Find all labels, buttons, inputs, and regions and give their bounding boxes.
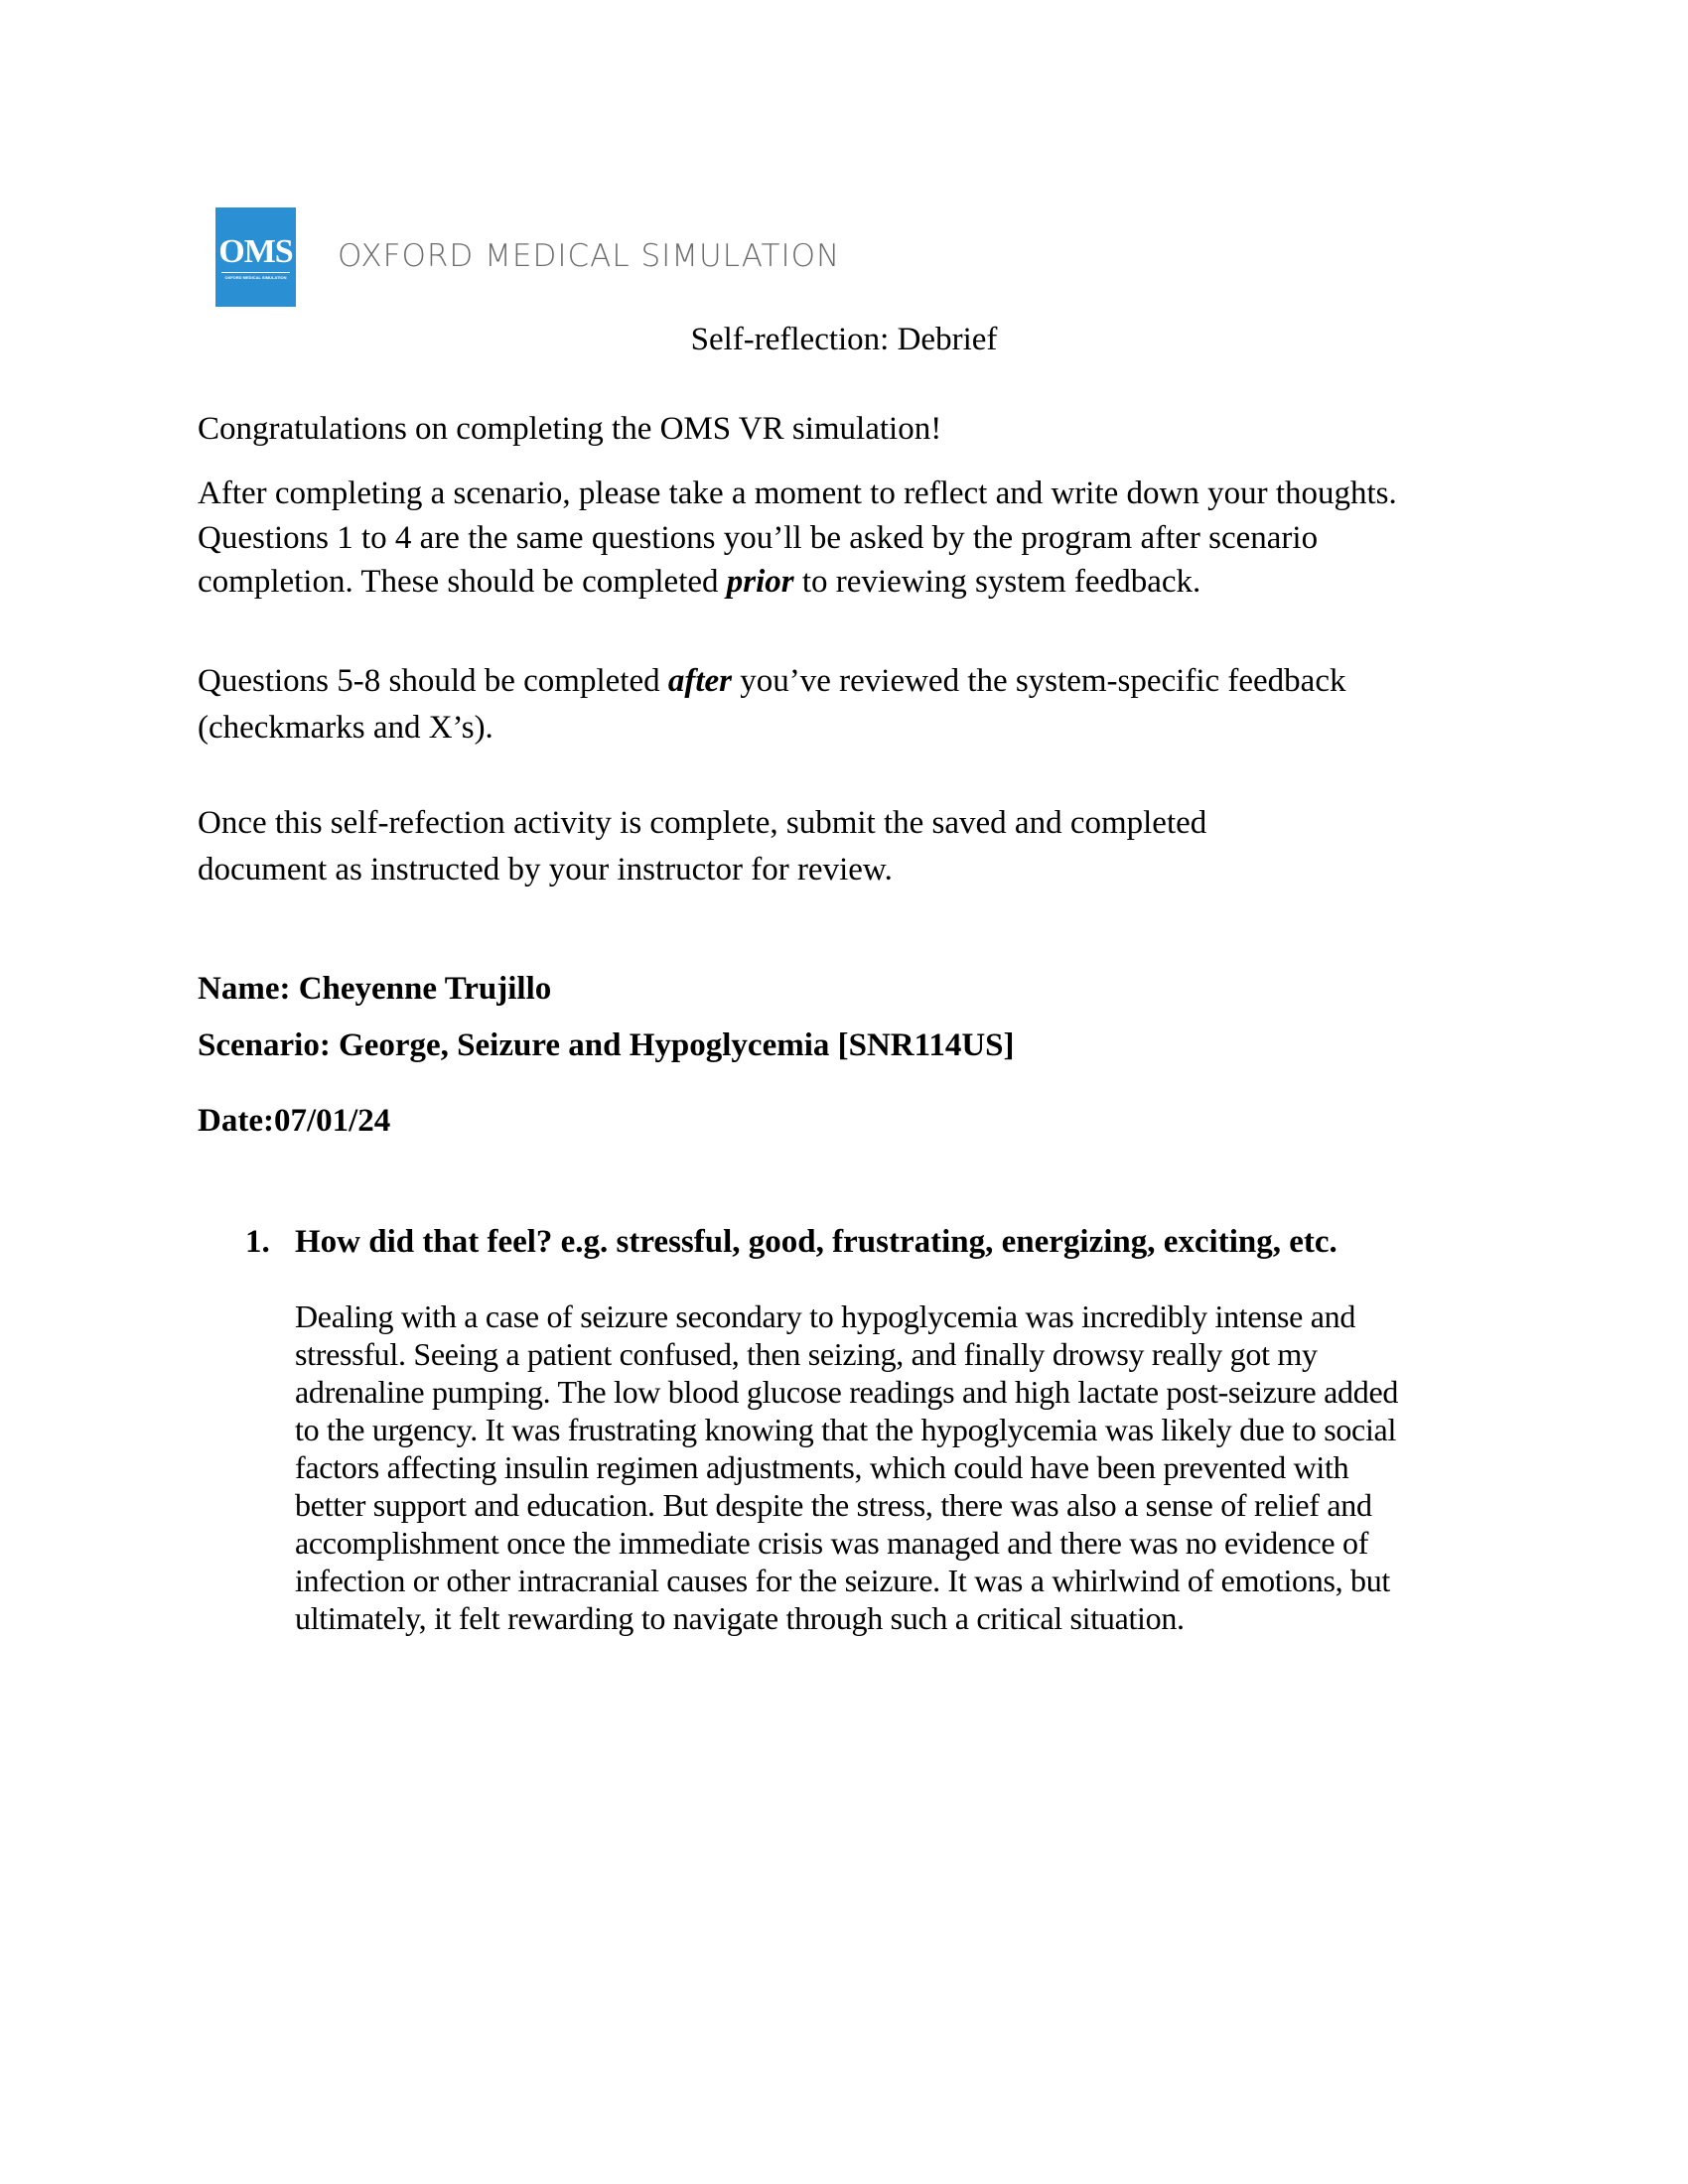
intro-p1-line3 — [198, 560, 1200, 604]
text: you’ve reviewed the system-specific feedback — [732, 663, 1346, 699]
intro-p2-line2: (checkmarks and X’s). — [198, 710, 493, 746]
answer-line: accomplishment once the immediate crisis was managed and there was no evidence of — [295, 1525, 1369, 1561]
intro-p3-line2: document as instructed by your instructor for review. — [198, 852, 893, 887]
answer-line: better support and education. But despite the stress, there was also a sense of relief and — [295, 1487, 1372, 1523]
answer-line: infection or other intracranial causes for the seizure. It was a whirlwind of emotions, but — [295, 1563, 1390, 1598]
text: to reviewing system feedback. — [793, 564, 1201, 600]
answer-line: to the urgency. It was frustrating knowing that the hypoglycemia was likely due to social — [295, 1412, 1397, 1447]
emphasis-after: after — [667, 663, 732, 699]
answer-line: ultimately, it felt rewarding to navigate through such a critical situation. — [295, 1600, 1185, 1636]
intro-p1-line2: Questions 1 to 4 are the same questions you’ll be asked by the program after scenario — [198, 520, 1319, 556]
intro-congrats: Congratulations on completing the OMS VR simulation! — [198, 411, 942, 447]
intro-p1-line1: After completing a scenario, please take a moment to reflect and write down your thoughts. — [198, 476, 1397, 511]
question-text: How did that feel? e.g. stressful, good, frustrating, energizing, exciting, etc. — [295, 1224, 1337, 1260]
answer-line: adrenaline pumping. The low blood glucose readings and high lactate post-seizure added — [295, 1374, 1399, 1410]
emphasis-prior: prior — [726, 564, 794, 600]
logo-mark-text: OMS — [218, 233, 293, 270]
intro-p2-line1 — [198, 659, 1345, 703]
answer-line: factors affecting insulin regimen adjustments, which could have been prevented with — [295, 1449, 1349, 1485]
document-title: Self-reflection: Debrief — [690, 322, 998, 357]
logo-rule — [221, 272, 290, 273]
intro-p3-line1: Once this self-refection activity is complete, submit the saved and completed — [198, 805, 1207, 841]
logo-mark-subtext: OXFORD MEDICAL SIMULATION — [224, 275, 287, 280]
answer-line: stressful. Seeing a patient confused, then seizing, and finally drowsy really got my — [295, 1336, 1318, 1372]
logo-wordmark: OXFORD MEDICAL SIMULATION — [338, 238, 841, 274]
text: Questions 5-8 should be completed — [198, 663, 668, 699]
name-field: Name: Cheyenne Trujillo — [198, 971, 552, 1007]
scenario-field: Scenario: George, Seizure and Hypoglycemia [SNR114US] — [198, 1027, 1015, 1063]
answer-line: Dealing with a case of seizure secondary to hypoglycemia was incredibly intense and — [295, 1298, 1356, 1334]
date-field: Date:07/01/24 — [198, 1103, 391, 1139]
text: completion. These should be completed — [198, 564, 727, 600]
oms-logo-mark — [215, 207, 296, 307]
question-number: 1. — [245, 1224, 270, 1260]
